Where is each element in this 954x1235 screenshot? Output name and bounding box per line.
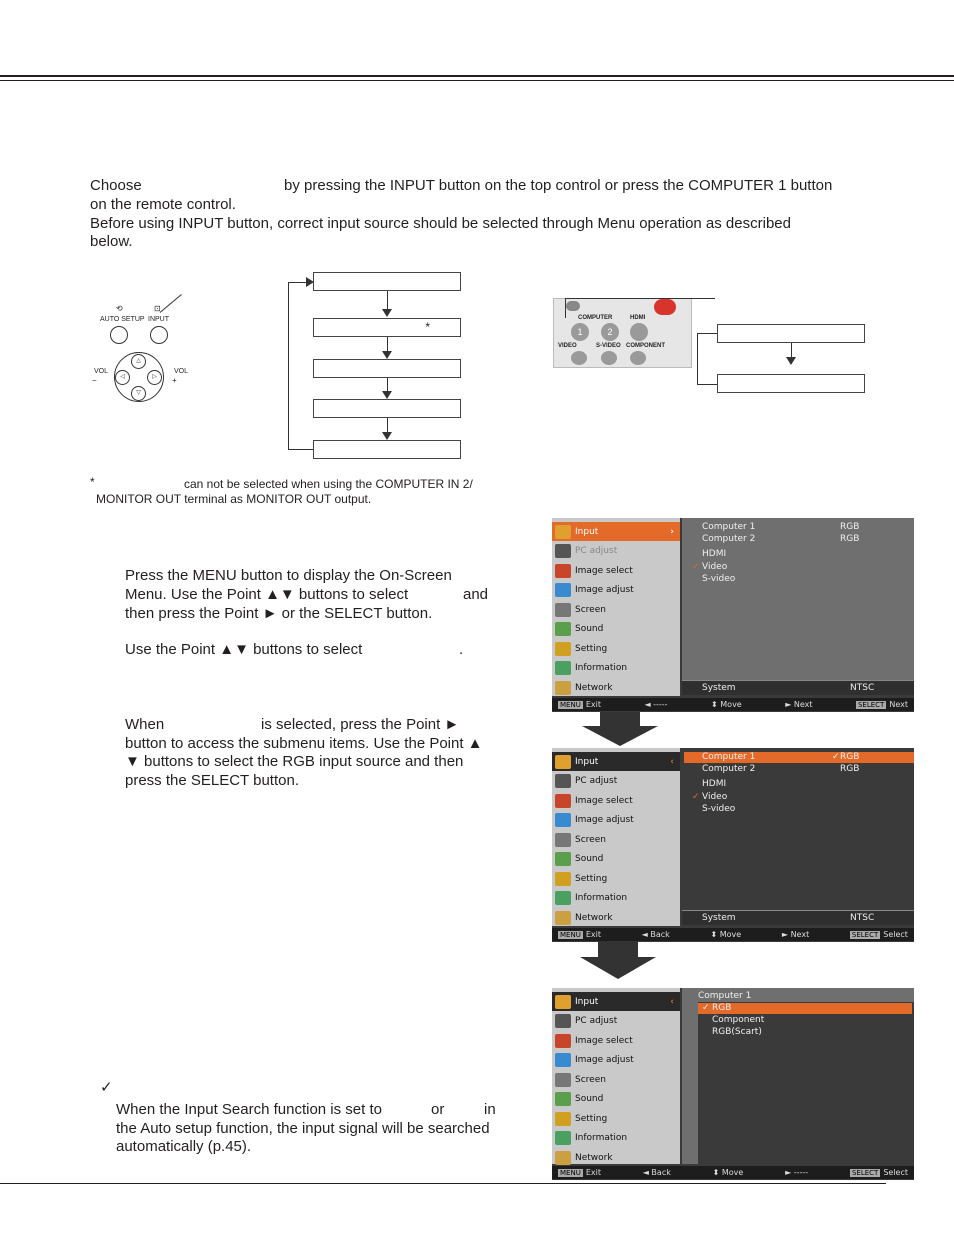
- information-icon: [555, 1131, 571, 1145]
- input-label: INPUT: [148, 316, 169, 323]
- flow-arrow-1: [387, 291, 388, 310]
- menu1-option-2[interactable]: Computer 2: [702, 534, 756, 544]
- menu1-menu-item-label: Sound: [575, 624, 604, 634]
- input-icon: [555, 525, 571, 539]
- menu3-menu-item-label: Image select: [575, 1035, 633, 1046]
- auto-setup-label: AUTO SETUP: [100, 316, 145, 323]
- remote-computer-label: COMPUTER: [578, 315, 613, 321]
- menu3-menu-item-label: Input: [575, 996, 599, 1007]
- menu1-menu-item-setting[interactable]: [552, 639, 680, 658]
- network-icon: [555, 1151, 571, 1165]
- menu3-footer-exit[interactable]: [558, 1168, 601, 1177]
- image-adjust-icon: [555, 583, 571, 597]
- menu2-menu-item-input[interactable]: [552, 752, 680, 771]
- menu1-footer-exit[interactable]: [558, 700, 601, 709]
- menu3-footer-select-key: SELECT: [851, 1169, 879, 1177]
- chevron-left-icon: ‹: [670, 756, 674, 767]
- flow-loop-top: [288, 282, 308, 283]
- sound-icon: [555, 852, 571, 866]
- svideo-button[interactable]: [601, 351, 617, 365]
- menu2-footer-next: ► Next: [781, 930, 810, 939]
- big-arrow-1-head: [582, 726, 658, 746]
- computer1-button[interactable]: [571, 323, 589, 341]
- input-icon: [555, 995, 571, 1009]
- menu1-footer-move: ⬍ Move: [711, 700, 742, 709]
- remote-illustration: [553, 298, 692, 368]
- menu3-left-pane: [552, 988, 680, 1164]
- menu2-system-label: System: [702, 913, 736, 923]
- flow-box-5: [313, 440, 461, 459]
- menu1-menu-item-input[interactable]: [552, 522, 680, 541]
- flow-arrowhead-1: [382, 309, 392, 317]
- menu1-system-label: System: [702, 683, 736, 693]
- flow-loop-bottom: [288, 449, 313, 450]
- menu2-system-row: [682, 910, 914, 925]
- menu1-footer-select[interactable]: [856, 700, 908, 709]
- menu3-menu-item-label: PC adjust: [575, 1016, 618, 1026]
- menu1-footer-exit-label: Exit: [585, 700, 601, 709]
- remote-component-label: COMPONENT: [626, 343, 665, 349]
- menu3-menu-item-label: Image adjust: [575, 1055, 634, 1065]
- menu2-menu-item-label: Sound: [575, 854, 604, 864]
- menu2-option-1[interactable]: Computer 1: [702, 752, 756, 762]
- menu2-menu-item-label: Setting: [575, 873, 608, 884]
- step2-b: .: [459, 641, 464, 658]
- menu2-footer: [552, 928, 914, 941]
- flow-loop-side: [288, 282, 289, 450]
- menu1-menu-item-pc-adjust[interactable]: [552, 542, 680, 561]
- point-left-button[interactable]: ◁: [115, 370, 130, 385]
- menu2-menu-item-information[interactable]: [552, 889, 680, 908]
- menu3-footer-back: ◄ Back: [642, 1168, 671, 1177]
- note-line1a: When the Input Search function is set to: [116, 1101, 382, 1118]
- intro-line2: on the remote control.: [90, 196, 236, 213]
- menu2-menu-item-label: PC adjust: [575, 776, 618, 786]
- menu-panel-3: [552, 988, 914, 1180]
- intro-line1: by pressing the INPUT button on the top control or press the COMPUTER 1 button: [284, 177, 833, 194]
- menu3-footer-action: Select: [883, 1168, 908, 1177]
- menu3-footer-exit-label: Exit: [585, 1168, 601, 1177]
- flow-arrowhead-3: [382, 391, 392, 399]
- menu1-footer-action: Next: [889, 700, 908, 709]
- menu1-footer-next: ► Next: [785, 700, 813, 709]
- auto-setup-button[interactable]: [110, 326, 128, 344]
- menu3-footer-move: ⬍ Move: [712, 1168, 744, 1177]
- menu2-option-1-value: RGB: [840, 752, 860, 762]
- point-up-button[interactable]: △: [131, 354, 146, 369]
- menu3-menu-item-pc-adjust[interactable]: [552, 1012, 680, 1031]
- input-icon: ⊡: [154, 304, 161, 313]
- menu3-right-pane: [682, 988, 914, 1164]
- step3-line4: press the SELECT button.: [125, 772, 299, 789]
- menu2-option-4[interactable]: Video: [702, 792, 728, 802]
- menu2-right-pane: [682, 748, 914, 910]
- big-arrow-1: [600, 712, 640, 726]
- remote-top-button[interactable]: [566, 301, 580, 311]
- menu1-menu-item-information[interactable]: [552, 659, 680, 678]
- auto-setup-icon: ⟲: [116, 304, 123, 313]
- step1-line2a: Menu. Use the Point ▲▼ buttons to select: [125, 586, 409, 603]
- sound-icon: [555, 1092, 571, 1106]
- menu3-menu-item-network[interactable]: [552, 1148, 680, 1167]
- menu-panel-2: [552, 748, 914, 942]
- menu2-footer-select[interactable]: [850, 930, 908, 939]
- intro-line4: below.: [90, 233, 133, 250]
- menu3-option-2[interactable]: Component: [712, 1015, 765, 1025]
- menu1-option-1[interactable]: Computer 1: [702, 522, 756, 532]
- network-icon: [555, 911, 571, 925]
- menu2-footer-menu-key: MENU: [560, 931, 581, 939]
- menu1-option-2-value: RGB: [840, 534, 860, 544]
- flow-r-connector-bottom: [697, 384, 717, 385]
- menu2-option-3[interactable]: HDMI: [702, 779, 727, 789]
- menu1-menu-item-label: Information: [575, 663, 628, 673]
- menu1-menu-item-label: Network: [575, 682, 613, 693]
- step1-line2b: and: [463, 586, 489, 603]
- remote-svideo-label: S-VIDEO: [596, 343, 621, 349]
- step1-line3: then press the Point ► or the SELECT button.: [125, 605, 433, 622]
- big-arrow-2-head: [580, 957, 656, 979]
- remote-pointer-line: [565, 298, 715, 299]
- menu3-menu-item-screen[interactable]: [552, 1070, 680, 1089]
- menu2-option-1-check: ✓: [832, 752, 840, 762]
- menu3-menu-item-sound[interactable]: [552, 1090, 680, 1109]
- image-select-icon: [555, 1034, 571, 1048]
- flow-arrow-2: [387, 337, 388, 351]
- footnote-star: *: [90, 475, 95, 489]
- information-icon: [555, 891, 571, 905]
- menu2-menu-item-label: Image select: [575, 795, 633, 806]
- big-arrow-2: [598, 941, 638, 957]
- menu1-system-value: NTSC: [850, 683, 875, 693]
- input-icon: [555, 755, 571, 769]
- menu2-menu-item-label: Network: [575, 912, 613, 923]
- menu1-option-4[interactable]: Video: [702, 562, 728, 572]
- menu3-menu-item-label: Network: [575, 1152, 613, 1163]
- menu2-menu-item-label: Screen: [575, 834, 606, 845]
- menu2-menu-item-sound[interactable]: [552, 850, 680, 869]
- note-line1b: or: [431, 1101, 445, 1118]
- input-pointer-line: [160, 294, 182, 313]
- component-button[interactable]: [630, 351, 646, 365]
- setting-icon: [555, 1112, 571, 1126]
- input-button[interactable]: [150, 326, 168, 344]
- menu1-option-5[interactable]: S-video: [702, 574, 736, 584]
- network-icon: [555, 681, 571, 695]
- menu2-footer-move: ⬍ Move: [710, 930, 742, 939]
- menu2-footer-exit[interactable]: [558, 930, 601, 939]
- flow-r-box-1: [717, 324, 865, 343]
- footer-rule: [0, 1183, 886, 1184]
- flow-r-connector-top: [697, 333, 717, 334]
- menu2-menu-item-image-adjust[interactable]: [552, 811, 680, 830]
- menu1-menu-item-screen[interactable]: [552, 600, 680, 619]
- menu1-footer: [552, 698, 914, 711]
- setting-icon: [555, 872, 571, 886]
- menu2-check-icon: ✓: [692, 792, 700, 802]
- menu3-footer-next: ► -----: [785, 1168, 809, 1177]
- header-rule-thin: [0, 80, 954, 81]
- footnote-line2: MONITOR OUT terminal as MONITOR OUT output.: [96, 492, 372, 506]
- menu3-option-3[interactable]: RGB(Scart): [712, 1027, 762, 1037]
- menu2-menu-item-pc-adjust[interactable]: [552, 772, 680, 791]
- menu3-menu-item-image-adjust[interactable]: [552, 1051, 680, 1070]
- screen-icon: [555, 1073, 571, 1087]
- menu2-menu-item-screen[interactable]: [552, 830, 680, 849]
- remote-onoff-button[interactable]: [654, 299, 676, 315]
- header-rule-thick: [0, 75, 954, 77]
- intro-choose: Choose: [90, 177, 142, 194]
- menu2-footer-exit-label: Exit: [585, 930, 601, 939]
- flow-box-3: [313, 359, 461, 378]
- flow-r-connector-side: [697, 333, 698, 384]
- menu1-footer-back: ◄ -----: [644, 700, 668, 709]
- step2-a: Use the Point ▲▼ buttons to select: [125, 641, 363, 658]
- flow-arrowhead-4: [382, 432, 392, 440]
- menu1-menu-item-label: PC adjust: [575, 546, 618, 556]
- information-icon: [555, 661, 571, 675]
- menu1-menu-item-sound[interactable]: [552, 620, 680, 639]
- menu3-menu-item-input[interactable]: [552, 992, 680, 1011]
- chevron-right-icon: ›: [670, 526, 674, 537]
- sound-icon: [555, 622, 571, 636]
- flow-loop-arrowhead: [306, 277, 314, 287]
- step3-line1b: is selected, press the Point ►: [261, 716, 460, 733]
- menu3-option-1[interactable]: RGB: [712, 1003, 732, 1013]
- menu2-menu-item-setting[interactable]: [552, 869, 680, 888]
- menu3-menu-item-label: Screen: [575, 1074, 606, 1085]
- menu2-option-2-value: RGB: [840, 764, 860, 774]
- screen-icon: [555, 833, 571, 847]
- note-line1c: in: [484, 1101, 496, 1118]
- vol-plus-sym: +: [172, 376, 177, 385]
- menu1-menu-item-label: Screen: [575, 604, 606, 615]
- menu1-system-row: [682, 680, 914, 695]
- note-line2: the Auto setup function, the input signal will be searched: [116, 1120, 490, 1137]
- menu1-menu-item-label: Input: [575, 526, 599, 537]
- menu3-title: Computer 1: [698, 991, 752, 1001]
- image-select-icon: [555, 794, 571, 808]
- point-down-button[interactable]: ▽: [131, 386, 146, 401]
- menu3-check-icon: ✓: [702, 1003, 710, 1013]
- setting-icon: [555, 642, 571, 656]
- image-adjust-icon: [555, 1053, 571, 1067]
- menu1-menu-item-label: Image select: [575, 565, 633, 576]
- top-control-illustration: [90, 300, 200, 410]
- menu2-menu-item-label: Image adjust: [575, 815, 634, 825]
- step3-line3: ▼ buttons to select the RGB input source and then: [125, 753, 464, 770]
- menu1-option-1-value: RGB: [840, 522, 860, 532]
- menu2-menu-item-network[interactable]: [552, 908, 680, 927]
- computer2-button[interactable]: [601, 323, 619, 341]
- point-right-button[interactable]: ▷: [147, 370, 162, 385]
- menu1-footer-menu-key: MENU: [560, 701, 581, 709]
- menu3-footer-select[interactable]: [850, 1168, 908, 1177]
- menu3-menu-item-label: Setting: [575, 1113, 608, 1124]
- menu2-menu-item-image-select[interactable]: [552, 791, 680, 810]
- menu1-menu-item-label: Image adjust: [575, 585, 634, 595]
- pc-adjust-icon: [555, 1014, 571, 1028]
- remote-video-label: VIDEO: [558, 343, 577, 349]
- menu3-menu-item-setting[interactable]: [552, 1109, 680, 1128]
- menu1-left-pane: [552, 518, 680, 696]
- menu3-footer: [552, 1166, 914, 1179]
- menu2-menu-item-label: Information: [575, 893, 628, 903]
- hdmi-button[interactable]: [630, 323, 648, 341]
- flow-arrow-3: [387, 378, 388, 391]
- flow-r-box-2: [717, 374, 865, 393]
- flow-box-2: [313, 318, 461, 337]
- image-select-icon: [555, 564, 571, 578]
- flow-arrowhead-2: [382, 351, 392, 359]
- menu3-footer-menu-key: MENU: [560, 1169, 581, 1177]
- computer2-number: 2: [607, 327, 613, 337]
- menu2-option-2[interactable]: Computer 2: [702, 764, 756, 774]
- menu2-system-value: NTSC: [850, 913, 875, 923]
- menu1-menu-item-image-adjust[interactable]: [552, 581, 680, 600]
- intro-line3: Before using INPUT button, correct input source should be selected through Menu operation as described: [90, 215, 791, 232]
- step1-line1: Press the MENU button to display the On-Screen: [125, 567, 452, 584]
- menu1-check-icon: ✓: [692, 562, 700, 572]
- flow-r-arrowhead: [786, 357, 796, 365]
- remote-pointer-drop: [565, 298, 566, 318]
- flow-arrow-4: [387, 418, 388, 432]
- flow-box-1: [313, 272, 461, 291]
- chevron-left-icon: ‹: [670, 996, 674, 1007]
- video-button[interactable]: [571, 351, 587, 365]
- menu2-option-5[interactable]: S-video: [702, 804, 736, 814]
- computer1-number: 1: [577, 327, 583, 337]
- menu-panel-1: [552, 518, 914, 712]
- menu1-right-pane: [682, 518, 914, 680]
- pc-adjust-icon: [555, 774, 571, 788]
- menu2-footer-action: Select: [883, 930, 908, 939]
- menu1-menu-item-image-select[interactable]: [552, 561, 680, 580]
- vol-plus-label: VOL: [174, 368, 189, 375]
- menu1-menu-item-network[interactable]: [552, 678, 680, 697]
- remote-hdmi-label: HDMI: [630, 315, 646, 321]
- step3-line1a: When: [125, 716, 165, 733]
- pc-adjust-icon: [555, 544, 571, 558]
- vol-minus-sym: −: [92, 376, 97, 385]
- step3-line2: button to access the submenu items. Use the Point ▲: [125, 735, 483, 752]
- vol-minus-label: VOL: [94, 368, 109, 375]
- flow-box-4: [313, 399, 461, 418]
- menu3-menu-item-label: Information: [575, 1133, 628, 1143]
- menu3-menu-item-label: Sound: [575, 1094, 604, 1104]
- menu2-footer-select-key: SELECT: [851, 931, 879, 939]
- flow-r-arrow: [791, 343, 792, 357]
- menu1-footer-select-key: SELECT: [857, 701, 885, 709]
- footnote-line1: can not be selected when using the COMPUTER IN 2/: [184, 477, 473, 491]
- note-line3: automatically (p.45).: [116, 1138, 252, 1155]
- menu1-option-3[interactable]: HDMI: [702, 549, 727, 559]
- menu3-menu-item-information[interactable]: [552, 1129, 680, 1148]
- menu3-menu-item-image-select[interactable]: [552, 1031, 680, 1050]
- menu1-menu-item-label: Setting: [575, 643, 608, 654]
- note-check-icon: ✓: [100, 1079, 113, 1096]
- menu2-left-pane: [552, 748, 680, 926]
- menu2-footer-back: ◄ Back: [641, 930, 670, 939]
- screen-icon: [555, 603, 571, 617]
- menu2-menu-item-label: Input: [575, 756, 599, 767]
- flow-star: *: [425, 320, 430, 334]
- image-adjust-icon: [555, 813, 571, 827]
